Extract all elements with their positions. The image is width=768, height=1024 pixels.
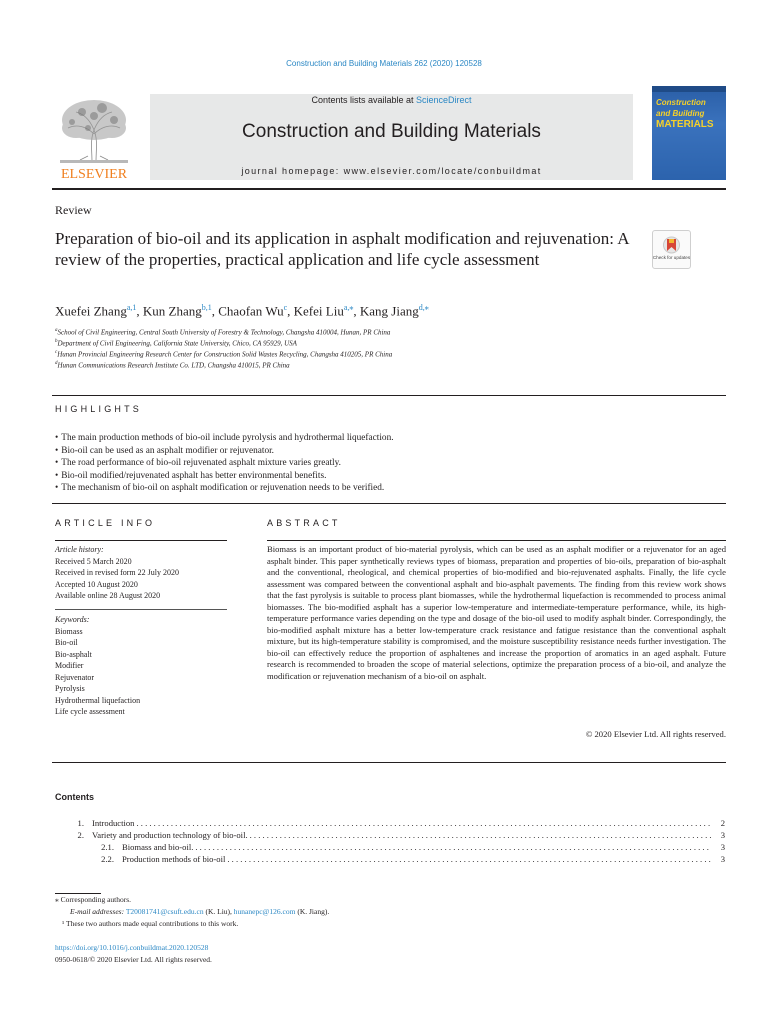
keyword-item: Hydrothermal liquefaction bbox=[55, 695, 141, 705]
toc-title[interactable]: Biomass and bio-oil. bbox=[122, 842, 194, 852]
abstract-body: Biomass is an important product of bio-material pyrolysis, which can be used as an asphalt modifier or a rejuvenator for an aged asphalt binder. This paper synthetically reviews types of biomass, preparation and properties of bio-oils, preparation of bio-asphalt and the conventional, rheological, and chemical properties of bio-modified and bio-rejuvenated asphalts. Finally, the life cycle assessment was compared between the conventional asphalt and bio-asphalt pavements. The finding from this review work shows that the fast pyrolysis is suitable to process plant biomasses, while the hydrothermal liquefaction is recommended to process animal biomasses. The bio-modified asphalt has a superior low-temperature and intermediate-temperature performance, while, its high-temperature performance varies depending on the type and dosage of the bio-oil used to modify asphalt binder. Correspondingly, the bio-modified asphalt mixture has a better low-temperature crack resistance and fatigue resistance than the conventional asphalt mixture, but its high-temperature stability is compromised, and the moisture susceptibility resistance needs further investigation. The bio-oil can effectively reduce the proportion of asphaltenes and increase the proportion of aromatics in an aged asphalt. Future research is recommended to broaden the scope of material selections, optimize the preparation process of a bio-oil, and analyze the modification or rejuvenation mechanism of a bio-oil on asphalt. bbox=[267, 544, 726, 681]
highlight-item: • Bio-oil can be used as an asphalt modifier or rejuvenator. bbox=[55, 445, 394, 458]
journal-homepage[interactable]: journal homepage: www.elsevier.com/locate/conbuildmat bbox=[241, 166, 542, 176]
highlight-item: • The road performance of bio-oil rejuvenated asphalt mixture varies greatly. bbox=[55, 457, 394, 470]
corresponding-authors-note: ⁎ Corresponding authors. bbox=[55, 895, 132, 904]
toc-title[interactable]: Introduction bbox=[92, 818, 135, 828]
email-link-liu[interactable]: T20081741@csuft.edu.cn bbox=[125, 907, 204, 916]
keyword-item: Rejuvenator bbox=[55, 672, 95, 682]
highlights-list bbox=[55, 432, 394, 495]
crossmark-label: Check for updates bbox=[653, 255, 690, 260]
footnote-rule bbox=[55, 893, 101, 894]
affiliation-d bbox=[55, 361, 290, 369]
cover-title-line-2: and Building bbox=[656, 109, 705, 118]
history-entry: Available online 28 August 2020 bbox=[55, 591, 161, 600]
highlights-rule-top bbox=[52, 395, 726, 396]
email-addresses-note bbox=[70, 907, 329, 916]
author-name[interactable]: Kang Jiang bbox=[359, 303, 419, 319]
cover-title-line-3: MATERIALS bbox=[656, 119, 714, 130]
keywords-label: Keywords: bbox=[55, 615, 90, 624]
affiliation-mark: d bbox=[55, 361, 58, 366]
author-name[interactable]: Kun Zhang bbox=[142, 303, 202, 319]
issn-copyright: 0950-0618/© 2020 Elsevier Ltd. All rights reserved. bbox=[55, 955, 212, 964]
affiliation-text: Hunan Provincial Engineering Research Center for Construction Solid Wastes Recycling, Changsha 410205, PR China bbox=[57, 350, 393, 359]
highlight-item: • The mechanism of bio-oil on asphalt modification or rejuvenation needs to be verified. bbox=[55, 482, 394, 495]
affiliation-c bbox=[55, 350, 392, 358]
toc-entry[interactable] bbox=[62, 829, 725, 841]
highlights-rule-bottom bbox=[52, 503, 726, 504]
author-affiliation-mark[interactable]: b,1 bbox=[201, 303, 212, 312]
highlights-heading: HIGHLIGHTS bbox=[55, 404, 143, 414]
affiliation-a bbox=[55, 328, 390, 336]
keyword-list bbox=[55, 614, 140, 718]
elsevier-logo bbox=[52, 94, 136, 180]
affiliation-text: Hunan Communications Research Institute Co. LTD, Changsha 410015, PR China bbox=[57, 361, 290, 370]
author-name[interactable]: Kefei Liu bbox=[293, 303, 344, 319]
toc-entry[interactable] bbox=[62, 817, 725, 829]
email-link-jiang[interactable]: hunanepc@126.com bbox=[233, 907, 296, 916]
check-for-updates-button[interactable] bbox=[652, 230, 691, 269]
keyword-item: Bio-oil bbox=[55, 638, 78, 647]
contents-available-line bbox=[150, 95, 633, 105]
author-affiliation-mark[interactable]: a,⁎ bbox=[343, 303, 354, 312]
abstract-heading: ABSTRACT bbox=[267, 518, 341, 528]
affiliation-mark: c bbox=[55, 350, 58, 355]
author-affiliation-mark[interactable]: d,⁎ bbox=[418, 303, 429, 312]
equal-contribution-note: ¹ These two authors made equal contributions to this work. bbox=[62, 919, 239, 928]
toc-page-number: 3 bbox=[720, 854, 725, 864]
contents-heading: Contents bbox=[55, 792, 94, 802]
toc-page-number: 3 bbox=[720, 842, 725, 852]
author-affiliation-mark[interactable]: c bbox=[283, 303, 288, 312]
toc-entry[interactable] bbox=[62, 853, 725, 865]
journal-cover-image[interactable] bbox=[652, 86, 726, 180]
history-entry: Accepted 10 August 2020 bbox=[55, 579, 138, 589]
author-affiliation-mark[interactable]: a,1 bbox=[126, 303, 137, 312]
email-owner-liu: (K. Liu), bbox=[205, 907, 232, 916]
doi-link[interactable]: https://doi.org/10.1016/j.conbuildmat.2020.120528 bbox=[55, 943, 209, 952]
toc-number: 1. bbox=[77, 818, 84, 828]
article-history bbox=[55, 544, 179, 602]
elsevier-tree-icon bbox=[52, 94, 136, 180]
affiliation-b bbox=[55, 339, 297, 347]
toc-entry[interactable] bbox=[62, 841, 725, 853]
contents-rule bbox=[52, 762, 726, 763]
cover-title bbox=[656, 97, 724, 130]
toc-title[interactable]: Production methods of bio-oil bbox=[122, 854, 226, 864]
toc-leader-dots bbox=[250, 829, 711, 841]
history-entry: Received in revised form 22 July 2020 bbox=[55, 568, 179, 577]
affiliation-text: School of Civil Engineering, Central South University of Forestry & Technology, Changsha 410004, Hunan, PR China bbox=[57, 328, 391, 337]
toc-number: 2.2. bbox=[101, 854, 114, 864]
cover-title-line-1: Construction bbox=[656, 98, 706, 107]
abstract-rule bbox=[267, 540, 726, 541]
elsevier-wordmark: ELSEVIER bbox=[60, 167, 128, 180]
journal-title: Construction and Building Materials bbox=[242, 121, 541, 142]
affiliation-mark: b bbox=[55, 339, 58, 344]
toc-number: 2.1. bbox=[101, 842, 114, 852]
author-name[interactable]: Chaofan Wu bbox=[218, 303, 284, 319]
email-owner-jiang: (K. Jiang). bbox=[297, 907, 330, 916]
cover-top-bar bbox=[652, 86, 726, 92]
history-entry: Received 5 March 2020 bbox=[55, 556, 132, 566]
toc-title[interactable]: Variety and production technology of bio-oil. bbox=[92, 830, 248, 840]
paper-title: Preparation of bio-oil and its application in asphalt modification and rejuvenation: A review of the properties, practical application and life cycle assessment bbox=[55, 229, 629, 269]
affiliation-text: Department of Civil Engineering, California State University, Chico, CA 95929, USA bbox=[57, 339, 297, 348]
author-list: Xuefei Zhang$^{a,1}$, Kun Zhang$^{b,1}$, Chaofan Wu$^c$, Kefei Liu$^{a,⁎}$, Kang Jiang$^{d,⁎}$ bbox=[55, 303, 429, 319]
affiliation-mark: a bbox=[55, 328, 58, 333]
toc-page-number: 3 bbox=[720, 830, 725, 840]
keywords-rule bbox=[55, 609, 227, 610]
keyword-item: Bio-asphalt bbox=[55, 649, 92, 659]
contents-prefix: Contents lists available at bbox=[311, 95, 417, 105]
highlight-item: • Bio-oil modified/rejuvenated asphalt has better environmental benefits. bbox=[55, 470, 394, 483]
header-rule bbox=[52, 188, 726, 190]
keyword-item: Life cycle assessment bbox=[55, 707, 125, 716]
history-label: Article history: bbox=[55, 545, 104, 554]
article-info-heading: ARTICLE INFO bbox=[55, 518, 156, 528]
crossmark-icon bbox=[653, 231, 690, 268]
journal-citation-link[interactable]: Construction and Building Materials 262 (2020) 120528 bbox=[286, 59, 482, 68]
keyword-item: Biomass bbox=[55, 626, 83, 636]
toc-leader-dots bbox=[227, 853, 711, 865]
email-label: E-mail addresses: bbox=[70, 907, 125, 916]
abstract-copyright: © 2020 Elsevier Ltd. All rights reserved. bbox=[585, 729, 726, 739]
toc-leader-dots bbox=[136, 817, 711, 829]
highlight-item: • The main production methods of bio-oil include pyrolysis and hydrothermal liquefaction. bbox=[55, 432, 394, 445]
article-type: Review bbox=[55, 203, 92, 217]
keyword-item: Modifier bbox=[55, 661, 84, 670]
article-info-rule bbox=[55, 540, 227, 541]
keyword-item: Pyrolysis bbox=[55, 684, 85, 693]
author-name[interactable]: Xuefei Zhang bbox=[55, 303, 127, 319]
sciencedirect-link[interactable]: ScienceDirect bbox=[416, 95, 472, 105]
toc-leader-dots bbox=[195, 841, 711, 853]
toc-page-number: 2 bbox=[720, 818, 725, 828]
toc-number: 2. bbox=[77, 830, 84, 840]
